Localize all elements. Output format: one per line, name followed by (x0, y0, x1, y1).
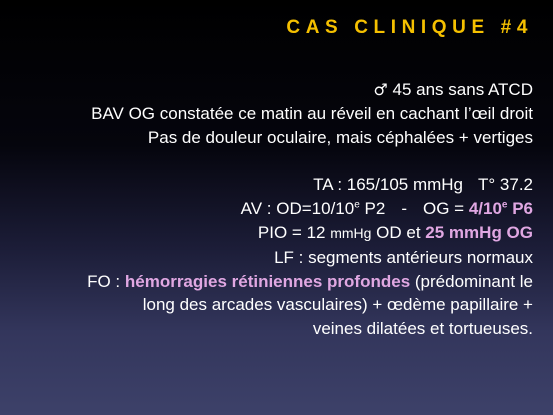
pio-prefix: PIO = 12 (257, 222, 331, 242)
av-og-val: 4/10 (468, 199, 502, 219)
fo-line-2: long des arcades vasculaires) + œdème papillaire + (142, 295, 533, 315)
av-og-value (469, 199, 533, 218)
slide-title: CAS CLINIQUE #4 (286, 17, 533, 38)
av-og-rest: P6 (507, 199, 533, 219)
history-line-3: Pas de douleur oculaire, mais céphalées + vertiges (147, 127, 533, 147)
pio-unit: mmHg (330, 224, 372, 241)
av-od-prefix: AV : OD=10/10 (240, 199, 355, 219)
visual-acuity-line (13, 197, 533, 221)
history-line-2: BAV OG constatée ce matin au réveil en cachant l’œil droit (91, 103, 533, 123)
pio-mid: OD et (371, 222, 426, 242)
av-og-sup: e (501, 199, 508, 211)
fo-prefix: FO : (87, 271, 125, 291)
vitals-line (13, 173, 533, 197)
patient-info: 45 ans sans ATCD (392, 80, 533, 99)
blood-pressure: TA : 165/105 mmHg (313, 175, 463, 195)
male-symbol-icon: ♂ (373, 80, 388, 99)
temperature: T° 37.2 (478, 175, 533, 195)
av-separator: - (401, 199, 407, 219)
av-og-label: OG = (422, 199, 469, 219)
spacer (13, 149, 533, 173)
pio-line (13, 221, 533, 246)
slide-content (13, 78, 533, 341)
fo-rest: (prédominant le (410, 271, 533, 291)
patient-line (13, 78, 533, 102)
pio-og-value: 25 mmHg OG (425, 222, 533, 242)
av-od-sup: e (354, 199, 360, 211)
fo-line-3: veines dilatées et tortueuses. (312, 319, 533, 339)
fo-highlight: hémorragies rétiniennes profondes (124, 271, 411, 291)
lf-line: LF : segments antérieurs normaux (274, 247, 533, 267)
fo-line-1 (13, 270, 533, 294)
av-od-rest: P2 (359, 199, 386, 219)
